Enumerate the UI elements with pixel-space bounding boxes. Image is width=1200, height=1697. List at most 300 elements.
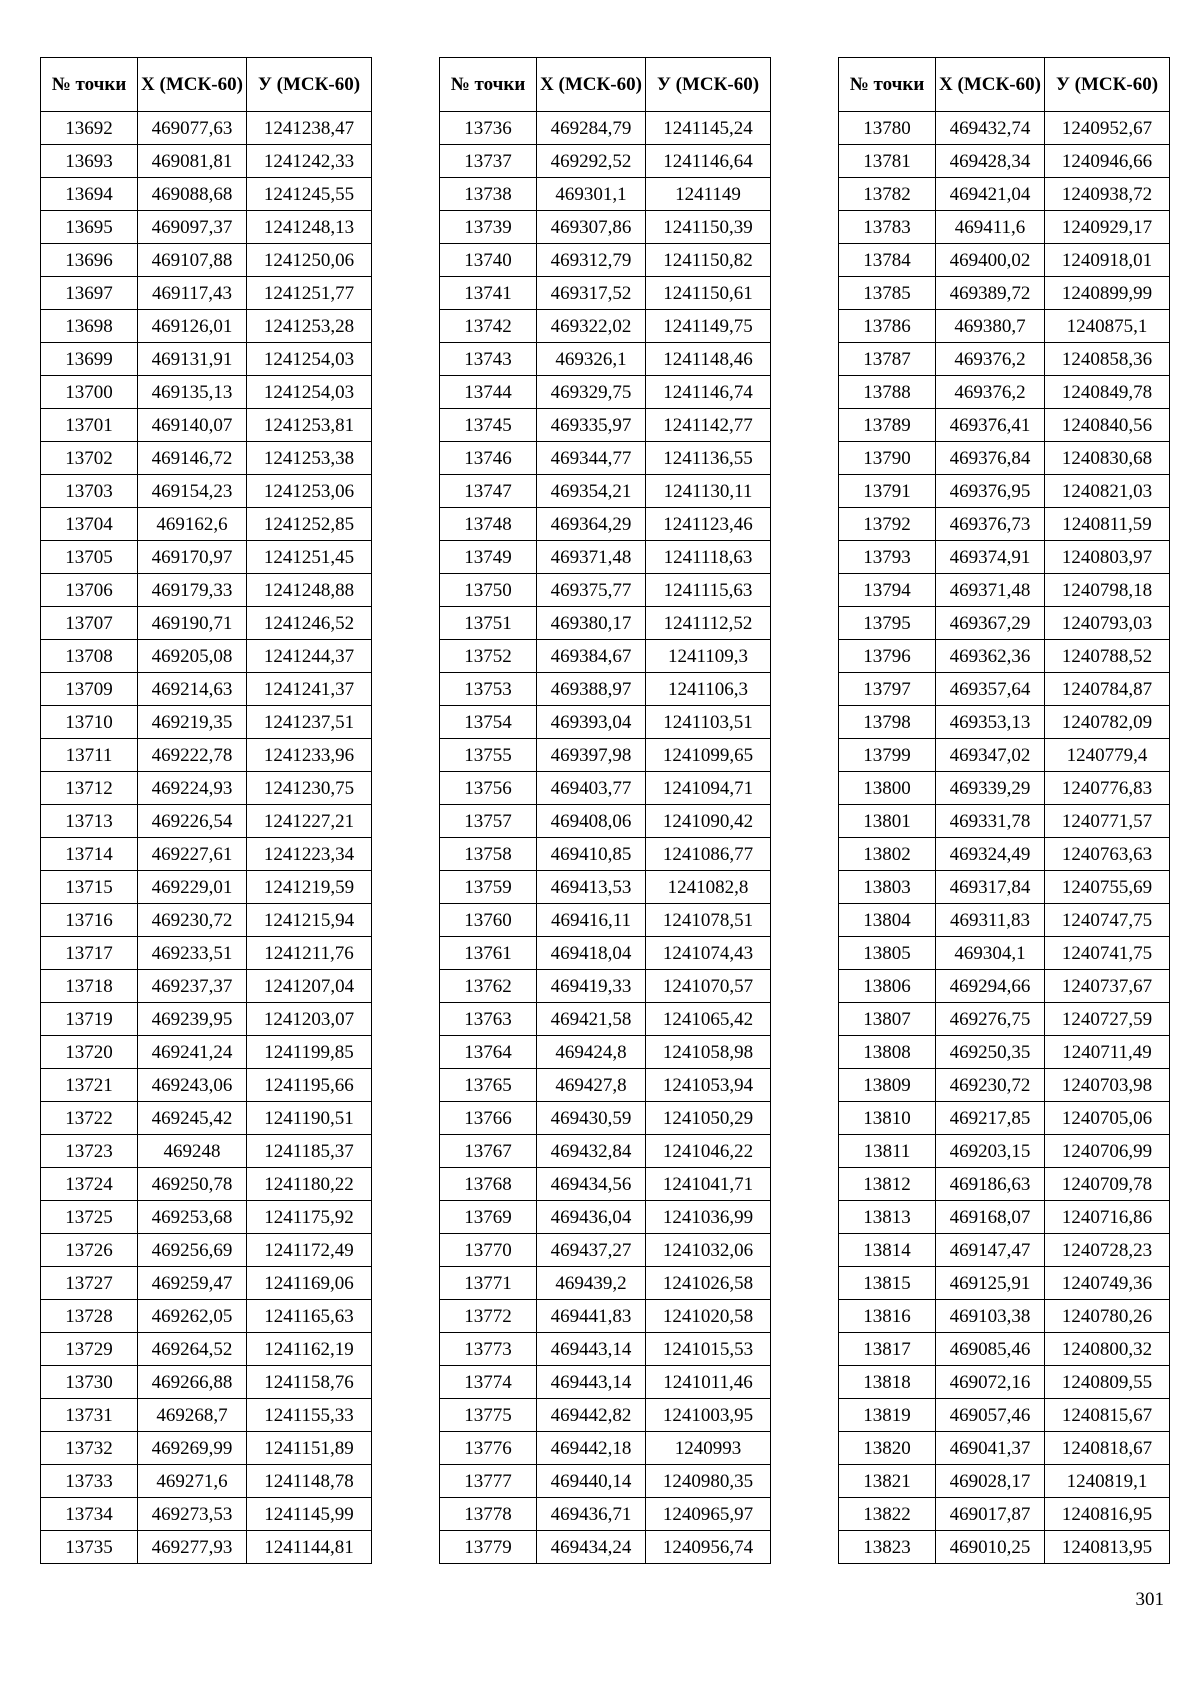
table-row bbox=[440, 1069, 771, 1102]
x-coordinate-cell: 469072,16 bbox=[936, 1366, 1045, 1399]
y-coordinate-cell: 1240779,4 bbox=[1045, 739, 1170, 772]
point-number-cell: 13723 bbox=[41, 1135, 138, 1168]
y-coordinate-cell: 1241172,49 bbox=[247, 1234, 372, 1267]
y-coordinate-cell: 1241142,77 bbox=[646, 409, 771, 442]
x-coordinate-cell: 469416,11 bbox=[537, 904, 646, 937]
point-number-cell: 13770 bbox=[440, 1234, 537, 1267]
point-number-cell: 13710 bbox=[41, 706, 138, 739]
point-number-cell: 13779 bbox=[440, 1531, 537, 1564]
table-row bbox=[839, 904, 1170, 937]
point-number-cell: 13700 bbox=[41, 376, 138, 409]
table-row bbox=[839, 145, 1170, 178]
point-number-cell: 13699 bbox=[41, 343, 138, 376]
x-coordinate-cell: 469326,1 bbox=[537, 343, 646, 376]
x-coordinate-cell: 469364,29 bbox=[537, 508, 646, 541]
y-coordinate-cell: 1240776,83 bbox=[1045, 772, 1170, 805]
table-row bbox=[440, 178, 771, 211]
x-coordinate-cell: 469237,37 bbox=[138, 970, 247, 1003]
y-coordinate-cell: 1240755,69 bbox=[1045, 871, 1170, 904]
point-number-cell: 13745 bbox=[440, 409, 537, 442]
table-row bbox=[440, 343, 771, 376]
table-row bbox=[440, 673, 771, 706]
x-coordinate-cell: 469375,77 bbox=[537, 574, 646, 607]
x-coordinate-cell: 469273,53 bbox=[138, 1498, 247, 1531]
y-coordinate-cell: 1241195,66 bbox=[247, 1069, 372, 1102]
y-coordinate-cell: 1240728,23 bbox=[1045, 1234, 1170, 1267]
x-coordinate-cell: 469436,71 bbox=[537, 1498, 646, 1531]
x-coordinate-cell: 469140,07 bbox=[138, 409, 247, 442]
table-row bbox=[41, 1465, 372, 1498]
x-coordinate-cell: 469436,04 bbox=[537, 1201, 646, 1234]
table-row bbox=[839, 409, 1170, 442]
table-row bbox=[440, 1366, 771, 1399]
point-number-cell: 13801 bbox=[839, 805, 936, 838]
x-coordinate-cell: 469219,35 bbox=[138, 706, 247, 739]
x-coordinate-cell: 469259,47 bbox=[138, 1267, 247, 1300]
point-number-cell: 13752 bbox=[440, 640, 537, 673]
x-coordinate-cell: 469277,93 bbox=[138, 1531, 247, 1564]
table-row bbox=[839, 1300, 1170, 1333]
table-row bbox=[41, 1234, 372, 1267]
point-number-cell: 13821 bbox=[839, 1465, 936, 1498]
table-row bbox=[839, 970, 1170, 1003]
table-row bbox=[839, 1069, 1170, 1102]
table-row bbox=[839, 1432, 1170, 1465]
y-coordinate-cell: 1241118,63 bbox=[646, 541, 771, 574]
y-coordinate-cell: 1240727,59 bbox=[1045, 1003, 1170, 1036]
table-row bbox=[440, 838, 771, 871]
y-coordinate-cell: 1241094,71 bbox=[646, 772, 771, 805]
x-coordinate-cell: 469439,2 bbox=[537, 1267, 646, 1300]
point-number-cell: 13805 bbox=[839, 937, 936, 970]
y-coordinate-cell: 1240952,67 bbox=[1045, 112, 1170, 145]
x-coordinate-cell: 469400,02 bbox=[936, 244, 1045, 277]
point-number-cell: 13794 bbox=[839, 574, 936, 607]
x-coordinate-cell: 469269,99 bbox=[138, 1432, 247, 1465]
y-coordinate-cell: 1241215,94 bbox=[247, 904, 372, 937]
y-coordinate-cell: 1241169,06 bbox=[247, 1267, 372, 1300]
table-row bbox=[41, 277, 372, 310]
y-coordinate-cell: 1241150,82 bbox=[646, 244, 771, 277]
point-number-cell: 13753 bbox=[440, 673, 537, 706]
point-number-cell: 13702 bbox=[41, 442, 138, 475]
point-number-cell: 13811 bbox=[839, 1135, 936, 1168]
point-number-cell: 13813 bbox=[839, 1201, 936, 1234]
table-row bbox=[839, 1036, 1170, 1069]
point-number-cell: 13694 bbox=[41, 178, 138, 211]
point-number-cell: 13709 bbox=[41, 673, 138, 706]
table-row bbox=[440, 1003, 771, 1036]
table-row bbox=[839, 772, 1170, 805]
point-number-cell: 13791 bbox=[839, 475, 936, 508]
x-coordinate-cell: 469357,64 bbox=[936, 673, 1045, 706]
point-number-cell: 13783 bbox=[839, 211, 936, 244]
y-coordinate-cell: 1241003,95 bbox=[646, 1399, 771, 1432]
table-row bbox=[41, 1531, 372, 1564]
point-number-cell: 13765 bbox=[440, 1069, 537, 1102]
table-row bbox=[839, 112, 1170, 145]
y-coordinate-cell: 1241041,71 bbox=[646, 1168, 771, 1201]
table-row bbox=[440, 805, 771, 838]
y-coordinate-cell: 1240780,26 bbox=[1045, 1300, 1170, 1333]
x-coordinate-cell: 469241,24 bbox=[138, 1036, 247, 1069]
table-row bbox=[41, 1267, 372, 1300]
table-row bbox=[440, 1531, 771, 1564]
y-coordinate-cell: 1240737,67 bbox=[1045, 970, 1170, 1003]
x-coordinate-cell: 469443,14 bbox=[537, 1333, 646, 1366]
table-row bbox=[839, 640, 1170, 673]
x-coordinate-cell: 469376,41 bbox=[936, 409, 1045, 442]
point-number-cell: 13763 bbox=[440, 1003, 537, 1036]
x-coordinate-cell: 469190,71 bbox=[138, 607, 247, 640]
x-coordinate-cell: 469125,91 bbox=[936, 1267, 1045, 1300]
table-row bbox=[440, 574, 771, 607]
point-number-cell: 13797 bbox=[839, 673, 936, 706]
point-number-cell: 13784 bbox=[839, 244, 936, 277]
y-coordinate-cell: 1240784,87 bbox=[1045, 673, 1170, 706]
table-row bbox=[440, 1168, 771, 1201]
table-row bbox=[440, 508, 771, 541]
y-coordinate-cell: 1241180,22 bbox=[247, 1168, 372, 1201]
point-number-cell: 13728 bbox=[41, 1300, 138, 1333]
y-coordinate-cell: 1241203,07 bbox=[247, 1003, 372, 1036]
point-number-cell: 13780 bbox=[839, 112, 936, 145]
y-coordinate-cell: 1240813,95 bbox=[1045, 1531, 1170, 1564]
x-coordinate-cell: 469374,91 bbox=[936, 541, 1045, 574]
y-coordinate-cell: 1241145,99 bbox=[247, 1498, 372, 1531]
y-coordinate-cell: 1241227,21 bbox=[247, 805, 372, 838]
y-coordinate-cell: 1241190,51 bbox=[247, 1102, 372, 1135]
x-coordinate-cell: 469248 bbox=[138, 1135, 247, 1168]
table-row bbox=[440, 1135, 771, 1168]
y-coordinate-cell: 1240716,86 bbox=[1045, 1201, 1170, 1234]
table-row bbox=[440, 772, 771, 805]
header-point-number: № точки bbox=[440, 58, 537, 112]
y-coordinate-cell: 1241026,58 bbox=[646, 1267, 771, 1300]
point-number-cell: 13817 bbox=[839, 1333, 936, 1366]
y-coordinate-cell: 1240818,67 bbox=[1045, 1432, 1170, 1465]
x-coordinate-cell: 469262,05 bbox=[138, 1300, 247, 1333]
point-number-cell: 13790 bbox=[839, 442, 936, 475]
table-row bbox=[41, 838, 372, 871]
x-coordinate-cell: 469154,23 bbox=[138, 475, 247, 508]
y-coordinate-cell: 1241253,28 bbox=[247, 310, 372, 343]
point-number-cell: 13749 bbox=[440, 541, 537, 574]
x-coordinate-cell: 469081,81 bbox=[138, 145, 247, 178]
x-coordinate-cell: 469393,04 bbox=[537, 706, 646, 739]
table-header-row bbox=[839, 58, 1170, 112]
x-coordinate-cell: 469214,63 bbox=[138, 673, 247, 706]
x-coordinate-cell: 469284,79 bbox=[537, 112, 646, 145]
coordinates-table-1 bbox=[40, 57, 372, 1564]
x-coordinate-cell: 469126,01 bbox=[138, 310, 247, 343]
y-coordinate-cell: 1240965,97 bbox=[646, 1498, 771, 1531]
x-coordinate-cell: 469097,37 bbox=[138, 211, 247, 244]
point-number-cell: 13692 bbox=[41, 112, 138, 145]
x-coordinate-cell: 469339,29 bbox=[936, 772, 1045, 805]
y-coordinate-cell: 1240809,55 bbox=[1045, 1366, 1170, 1399]
x-coordinate-cell: 469430,59 bbox=[537, 1102, 646, 1135]
y-coordinate-cell: 1240821,03 bbox=[1045, 475, 1170, 508]
y-coordinate-cell: 1241074,43 bbox=[646, 937, 771, 970]
x-coordinate-cell: 469432,84 bbox=[537, 1135, 646, 1168]
point-number-cell: 13720 bbox=[41, 1036, 138, 1069]
y-coordinate-cell: 1241242,33 bbox=[247, 145, 372, 178]
point-number-cell: 13738 bbox=[440, 178, 537, 211]
point-number-cell: 13760 bbox=[440, 904, 537, 937]
point-number-cell: 13736 bbox=[440, 112, 537, 145]
point-number-cell: 13739 bbox=[440, 211, 537, 244]
y-coordinate-cell: 1240816,95 bbox=[1045, 1498, 1170, 1531]
point-number-cell: 13810 bbox=[839, 1102, 936, 1135]
y-coordinate-cell: 1240840,56 bbox=[1045, 409, 1170, 442]
x-coordinate-cell: 469010,25 bbox=[936, 1531, 1045, 1564]
table-row bbox=[440, 607, 771, 640]
table-row bbox=[440, 1036, 771, 1069]
point-number-cell: 13751 bbox=[440, 607, 537, 640]
point-number-cell: 13731 bbox=[41, 1399, 138, 1432]
header-point-number: № точки bbox=[839, 58, 936, 112]
table-row bbox=[839, 739, 1170, 772]
table-row bbox=[41, 1399, 372, 1432]
y-coordinate-cell: 1241086,77 bbox=[646, 838, 771, 871]
x-coordinate-cell: 469324,49 bbox=[936, 838, 1045, 871]
x-coordinate-cell: 469226,54 bbox=[138, 805, 247, 838]
point-number-cell: 13695 bbox=[41, 211, 138, 244]
table-row bbox=[839, 442, 1170, 475]
point-number-cell: 13822 bbox=[839, 1498, 936, 1531]
x-coordinate-cell: 469085,46 bbox=[936, 1333, 1045, 1366]
page-number: 301 bbox=[1135, 1589, 1164, 1610]
point-number-cell: 13750 bbox=[440, 574, 537, 607]
x-coordinate-cell: 469432,74 bbox=[936, 112, 1045, 145]
table-row bbox=[41, 145, 372, 178]
point-number-cell: 13744 bbox=[440, 376, 537, 409]
y-coordinate-cell: 1241250,06 bbox=[247, 244, 372, 277]
x-coordinate-cell: 469312,79 bbox=[537, 244, 646, 277]
table-row bbox=[839, 376, 1170, 409]
table-row bbox=[41, 1498, 372, 1531]
point-number-cell: 13789 bbox=[839, 409, 936, 442]
y-coordinate-cell: 1240763,63 bbox=[1045, 838, 1170, 871]
point-number-cell: 13711 bbox=[41, 739, 138, 772]
table-row bbox=[41, 574, 372, 607]
x-coordinate-cell: 469434,56 bbox=[537, 1168, 646, 1201]
table-row bbox=[839, 277, 1170, 310]
table-row bbox=[440, 1102, 771, 1135]
x-coordinate-cell: 469229,01 bbox=[138, 871, 247, 904]
table-row bbox=[839, 244, 1170, 277]
table-row bbox=[41, 1036, 372, 1069]
y-coordinate-cell: 1241065,42 bbox=[646, 1003, 771, 1036]
y-coordinate-cell: 1241223,34 bbox=[247, 838, 372, 871]
table-row bbox=[41, 1366, 372, 1399]
y-coordinate-cell: 1241251,77 bbox=[247, 277, 372, 310]
point-number-cell: 13735 bbox=[41, 1531, 138, 1564]
point-number-cell: 13719 bbox=[41, 1003, 138, 1036]
point-number-cell: 13788 bbox=[839, 376, 936, 409]
table-row bbox=[41, 409, 372, 442]
point-number-cell: 13704 bbox=[41, 508, 138, 541]
x-coordinate-cell: 469146,72 bbox=[138, 442, 247, 475]
table-row bbox=[41, 178, 372, 211]
table-row bbox=[440, 277, 771, 310]
table-row bbox=[440, 244, 771, 277]
y-coordinate-cell: 1241130,11 bbox=[646, 475, 771, 508]
x-coordinate-cell: 469434,24 bbox=[537, 1531, 646, 1564]
y-coordinate-cell: 1241109,3 bbox=[646, 640, 771, 673]
x-coordinate-cell: 469367,29 bbox=[936, 607, 1045, 640]
x-coordinate-cell: 469222,78 bbox=[138, 739, 247, 772]
table-row bbox=[839, 1465, 1170, 1498]
y-coordinate-cell: 1240918,01 bbox=[1045, 244, 1170, 277]
y-coordinate-cell: 1240956,74 bbox=[646, 1531, 771, 1564]
x-coordinate-cell: 469421,04 bbox=[936, 178, 1045, 211]
y-coordinate-cell: 1241058,98 bbox=[646, 1036, 771, 1069]
y-coordinate-cell: 1241115,63 bbox=[646, 574, 771, 607]
x-coordinate-cell: 469335,97 bbox=[537, 409, 646, 442]
table-row bbox=[839, 607, 1170, 640]
x-coordinate-cell: 469384,67 bbox=[537, 640, 646, 673]
x-coordinate-cell: 469442,82 bbox=[537, 1399, 646, 1432]
point-number-cell: 13816 bbox=[839, 1300, 936, 1333]
point-number-cell: 13796 bbox=[839, 640, 936, 673]
table-row bbox=[839, 1267, 1170, 1300]
point-number-cell: 13716 bbox=[41, 904, 138, 937]
y-coordinate-cell: 1241123,46 bbox=[646, 508, 771, 541]
point-number-cell: 13754 bbox=[440, 706, 537, 739]
y-coordinate-cell: 1240875,1 bbox=[1045, 310, 1170, 343]
table-row bbox=[440, 376, 771, 409]
y-coordinate-cell: 1240705,06 bbox=[1045, 1102, 1170, 1135]
x-coordinate-cell: 469117,43 bbox=[138, 277, 247, 310]
table-row bbox=[41, 112, 372, 145]
x-coordinate-cell: 469233,51 bbox=[138, 937, 247, 970]
y-coordinate-cell: 1241082,8 bbox=[646, 871, 771, 904]
point-number-cell: 13807 bbox=[839, 1003, 936, 1036]
y-coordinate-cell: 1240793,03 bbox=[1045, 607, 1170, 640]
point-number-cell: 13746 bbox=[440, 442, 537, 475]
table-row bbox=[41, 1069, 372, 1102]
y-coordinate-cell: 1241032,06 bbox=[646, 1234, 771, 1267]
point-number-cell: 13708 bbox=[41, 640, 138, 673]
y-coordinate-cell: 1241253,81 bbox=[247, 409, 372, 442]
y-coordinate-cell: 1240819,1 bbox=[1045, 1465, 1170, 1498]
table-row bbox=[839, 343, 1170, 376]
point-number-cell: 13782 bbox=[839, 178, 936, 211]
point-number-cell: 13734 bbox=[41, 1498, 138, 1531]
x-coordinate-cell: 469329,75 bbox=[537, 376, 646, 409]
table-row bbox=[41, 904, 372, 937]
point-number-cell: 13724 bbox=[41, 1168, 138, 1201]
y-coordinate-cell: 1240703,98 bbox=[1045, 1069, 1170, 1102]
x-coordinate-cell: 469304,1 bbox=[936, 937, 1045, 970]
table-row bbox=[440, 211, 771, 244]
y-coordinate-cell: 1240709,78 bbox=[1045, 1168, 1170, 1201]
y-coordinate-cell: 1241050,29 bbox=[646, 1102, 771, 1135]
y-coordinate-cell: 1241219,59 bbox=[247, 871, 372, 904]
point-number-cell: 13802 bbox=[839, 838, 936, 871]
y-coordinate-cell: 1240929,17 bbox=[1045, 211, 1170, 244]
x-coordinate-cell: 469371,48 bbox=[936, 574, 1045, 607]
table-row bbox=[440, 1201, 771, 1234]
table-row bbox=[839, 1135, 1170, 1168]
coordinates-table-3 bbox=[838, 57, 1170, 1564]
table-row bbox=[41, 1003, 372, 1036]
y-coordinate-cell: 1240938,72 bbox=[1045, 178, 1170, 211]
y-coordinate-cell: 1240830,68 bbox=[1045, 442, 1170, 475]
x-coordinate-cell: 469354,21 bbox=[537, 475, 646, 508]
table-row bbox=[839, 475, 1170, 508]
x-coordinate-cell: 469253,68 bbox=[138, 1201, 247, 1234]
y-coordinate-cell: 1241233,96 bbox=[247, 739, 372, 772]
point-number-cell: 13696 bbox=[41, 244, 138, 277]
point-number-cell: 13808 bbox=[839, 1036, 936, 1069]
y-coordinate-cell: 1241248,88 bbox=[247, 574, 372, 607]
table-row bbox=[41, 1300, 372, 1333]
y-coordinate-cell: 1241015,53 bbox=[646, 1333, 771, 1366]
point-number-cell: 13729 bbox=[41, 1333, 138, 1366]
point-number-cell: 13781 bbox=[839, 145, 936, 178]
table-row bbox=[440, 442, 771, 475]
x-coordinate-cell: 469170,97 bbox=[138, 541, 247, 574]
y-coordinate-cell: 1241237,51 bbox=[247, 706, 372, 739]
point-number-cell: 13743 bbox=[440, 343, 537, 376]
table-row bbox=[41, 937, 372, 970]
y-coordinate-cell: 1240811,59 bbox=[1045, 508, 1170, 541]
table-row bbox=[440, 112, 771, 145]
point-number-cell: 13819 bbox=[839, 1399, 936, 1432]
table-row bbox=[440, 1300, 771, 1333]
x-coordinate-cell: 469380,7 bbox=[936, 310, 1045, 343]
point-number-cell: 13803 bbox=[839, 871, 936, 904]
point-number-cell: 13812 bbox=[839, 1168, 936, 1201]
y-coordinate-cell: 1240749,36 bbox=[1045, 1267, 1170, 1300]
x-coordinate-cell: 469376,73 bbox=[936, 508, 1045, 541]
y-coordinate-cell: 1240788,52 bbox=[1045, 640, 1170, 673]
table-row bbox=[41, 475, 372, 508]
point-number-cell: 13775 bbox=[440, 1399, 537, 1432]
y-coordinate-cell: 1241252,85 bbox=[247, 508, 372, 541]
table-row bbox=[41, 508, 372, 541]
table-row bbox=[839, 673, 1170, 706]
table-row bbox=[839, 178, 1170, 211]
y-coordinate-cell: 1240803,97 bbox=[1045, 541, 1170, 574]
point-number-cell: 13795 bbox=[839, 607, 936, 640]
table-row bbox=[440, 1399, 771, 1432]
table-row bbox=[440, 1432, 771, 1465]
y-coordinate-cell: 1241155,33 bbox=[247, 1399, 372, 1432]
x-coordinate-cell: 469131,91 bbox=[138, 343, 247, 376]
x-coordinate-cell: 469239,95 bbox=[138, 1003, 247, 1036]
point-number-cell: 13725 bbox=[41, 1201, 138, 1234]
point-number-cell: 13703 bbox=[41, 475, 138, 508]
point-number-cell: 13712 bbox=[41, 772, 138, 805]
point-number-cell: 13792 bbox=[839, 508, 936, 541]
table-row bbox=[41, 1168, 372, 1201]
point-number-cell: 13759 bbox=[440, 871, 537, 904]
point-number-cell: 13771 bbox=[440, 1267, 537, 1300]
table-row bbox=[41, 706, 372, 739]
header-point-number: № точки bbox=[41, 58, 138, 112]
table-row bbox=[839, 1201, 1170, 1234]
y-coordinate-cell: 1241244,37 bbox=[247, 640, 372, 673]
x-coordinate-cell: 469362,36 bbox=[936, 640, 1045, 673]
y-coordinate-cell: 1241078,51 bbox=[646, 904, 771, 937]
y-coordinate-cell: 1240800,32 bbox=[1045, 1333, 1170, 1366]
point-number-cell: 13809 bbox=[839, 1069, 936, 1102]
y-coordinate-cell: 1241185,37 bbox=[247, 1135, 372, 1168]
